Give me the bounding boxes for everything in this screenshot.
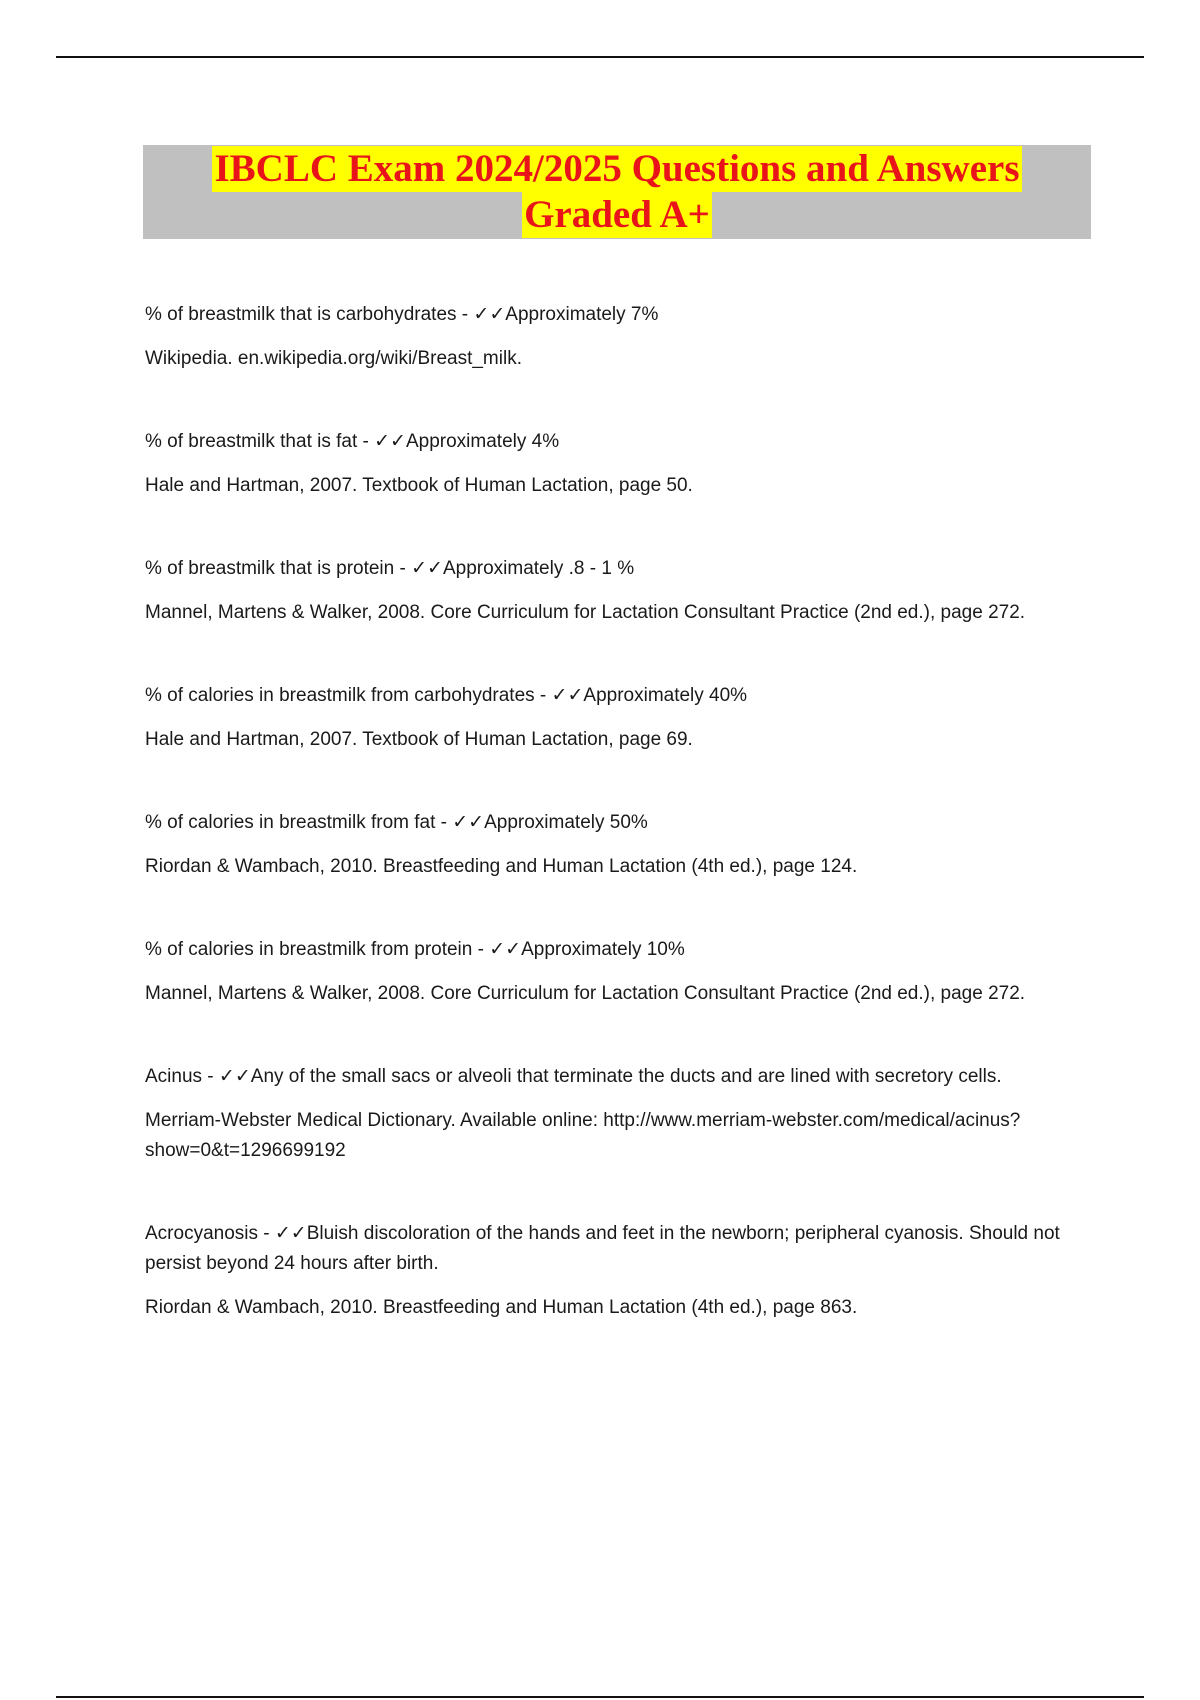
question-answer [145,427,1095,457]
title-banner [143,145,1091,239]
reference-text: Hale and Hartman, 2007. Textbook of Human Lactation, page 50. [145,475,693,496]
question-text: % of breastmilk that is fat - [145,431,375,452]
question-text: % of breastmilk that is protein - [145,558,412,579]
reference-text: Mannel, Martens & Walker, 2008. Core Curriculum for Lactation Consultant Practice (2nd ed.), page 272. [145,983,1026,1004]
question-answer [145,1062,1095,1092]
question-answer [145,300,1095,330]
question-text: % of breastmilk that is carbohydrates - [145,304,474,325]
reference-text: Merriam-Webster Medical Dictionary. Available online: http://www.merriam-webster.com/medical/acinus?show=0&t=1296699192 [145,1110,1021,1161]
check-icon: ✓✓ [274,1223,307,1244]
check-icon: ✓✓ [452,812,485,833]
reference-text: Mannel, Martens & Walker, 2008. Core Curriculum for Lactation Consultant Practice (2nd ed.), page 272. [145,602,1026,623]
question-text: % of calories in breastmilk from carbohydrates - [145,685,552,706]
question-answer [145,1219,1095,1279]
question-answer [145,808,1095,838]
answer-text: Bluish discoloration of the hands and feet in the newborn; peripheral cyanosis. Should not persist beyond 24 hours after birth. [145,1223,1060,1274]
check-icon: ✓✓ [374,431,406,452]
reference-text: Riordan & Wambach, 2010. Breastfeeding and Human Lactation (4th ed.), page 124. [145,856,858,877]
list-item [145,808,1095,882]
title-line-1: IBCLC Exam 2024/2025 Questions and Answers [214,147,1020,190]
question-answer [145,935,1095,965]
qa-list [145,300,1095,1376]
answer-text: Approximately .8 - 1 % [442,558,635,579]
check-icon: ✓✓ [489,939,522,960]
top-rule [56,56,1144,58]
question-text: Acrocyanosis - [145,1223,275,1244]
check-icon: ✓✓ [473,304,506,325]
answer-text: Approximately 50% [484,812,648,833]
list-item [145,554,1095,628]
check-icon: ✓✓ [218,1066,251,1087]
answer-text: Approximately 4% [405,431,560,452]
answer-text: Approximately 10% [521,939,685,960]
question-text: Acinus - [145,1066,219,1087]
question-text: % of calories in breastmilk from protein - [145,939,490,960]
question-answer [145,554,1095,584]
reference-text: Wikipedia. en.wikipedia.org/wiki/Breast_milk. [145,348,522,369]
list-item [145,1062,1095,1166]
bottom-rule [56,1696,1144,1698]
title-line-2: Graded A+ [524,193,710,236]
check-icon: ✓✓ [551,685,584,706]
answer-text: Approximately 40% [583,685,748,706]
question-text: % of calories in breastmilk from fat - [145,812,453,833]
list-item [145,427,1095,501]
list-item [145,300,1095,374]
list-item [145,935,1095,1009]
list-item [145,681,1095,755]
answer-text: Approximately 7% [505,304,659,325]
list-item [145,1219,1095,1323]
answer-text: Any of the small sacs or alveoli that terminate the ducts and are lined with secretory cells. [250,1066,1002,1087]
question-answer [145,681,1095,711]
reference-text: Hale and Hartman, 2007. Textbook of Human Lactation, page 69. [145,729,693,750]
check-icon: ✓✓ [411,558,443,579]
reference-text: Riordan & Wambach, 2010. Breastfeeding and Human Lactation (4th ed.), page 863. [145,1297,858,1318]
